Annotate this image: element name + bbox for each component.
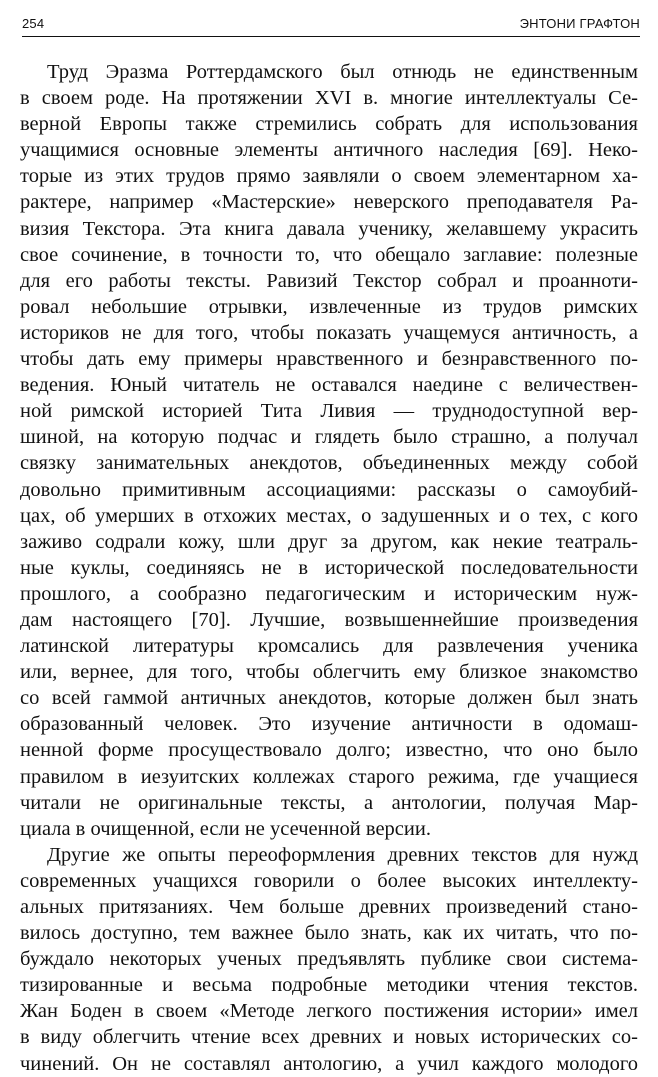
text-line: шиной, на которую подчас и глядеть было страшно, а получал bbox=[20, 426, 638, 449]
text-line: ровал небольшие отрывки, извлеченные из трудов римских bbox=[20, 295, 638, 318]
text-line: свое сочинение, в точности то, что обещало заглавие: полезные bbox=[20, 243, 638, 266]
text-line: ные куклы, соединяясь не в исторической последовательности bbox=[20, 556, 638, 579]
text-line: буждало некоторых ученых предъявлять публике свои система- bbox=[20, 948, 638, 971]
text-line: учащимися основные элементы античного наследия [69]. Неко- bbox=[20, 139, 638, 162]
body-text bbox=[20, 59, 638, 1077]
text-line: в своем роде. На протяжении XVI в. многие интеллектуалы Се- bbox=[20, 87, 638, 110]
text-line: со всей гаммой античных анекдотов, которые должен был знать bbox=[20, 687, 638, 710]
text-line: связку занимательных анекдотов, объединенных между собой bbox=[20, 452, 638, 475]
text-line: чтобы дать ему примеры нравственного и безнравственного по- bbox=[20, 348, 638, 371]
text-line: правилом в иезуитских коллежах старого режима, где учащиеся bbox=[20, 765, 638, 788]
text-line: заживо содрали кожу, шли друг за другом, как некие театраль- bbox=[20, 530, 638, 553]
text-line: для его работы тексты. Равизий Текстор собрал и проанноти- bbox=[20, 269, 638, 292]
text-line: тизированные и весьма подробные методики чтения текстов. bbox=[20, 974, 638, 997]
text-line: альных притязаниях. Чем больше древних произведений стано- bbox=[20, 896, 638, 918]
text-line: верной Европы также стремились собрать для использования bbox=[20, 113, 638, 136]
page-header bbox=[22, 10, 640, 37]
text-line: циала в очищенной, если не усеченной версии. bbox=[20, 817, 431, 840]
text-line: рактере, например «Мастерские» неверского преподавателя Ра- bbox=[20, 191, 638, 214]
text-line: ной римской историей Тита Ливия — труднодоступной вер- bbox=[20, 400, 638, 423]
text-line: цах, об умерших в отхожих местах, о задушенных и о тех, с кого bbox=[20, 504, 638, 527]
text-line: вилось доступно, тем важнее было знать, как их читать, что по- bbox=[20, 922, 638, 945]
text-line: ведения. Юный читатель не оставался наедине с величествен- bbox=[20, 374, 638, 397]
text-line: историков не для того, чтобы показать учащемуся античность, а bbox=[20, 321, 638, 344]
text-line: ненной форме просуществовало долго; известно, что оно было bbox=[20, 739, 638, 762]
text-line: современных учащихся говорили о более высоких интеллекту- bbox=[20, 869, 638, 892]
text-line: Другие же опыты переоформления древних текстов для нужд bbox=[47, 843, 638, 866]
text-line: чинений. Он не составлял антологию, а учил каждого молодого bbox=[20, 1052, 638, 1075]
text-line: Жан Боден в своем «Методе легкого постижения истории» имел bbox=[20, 1000, 638, 1023]
text-line: образованный человек. Это изучение античности в одомаш- bbox=[20, 713, 638, 736]
text-line: Труд Эразма Роттердамского был отнюдь не единственным bbox=[47, 61, 638, 83]
text-line: или, вернее, для того, чтобы облегчить ему близкое знакомство bbox=[20, 661, 638, 684]
text-line: дам настоящего [70]. Лучшие, возвышеннейшие произведения bbox=[20, 608, 638, 631]
page-number: 254 bbox=[22, 16, 45, 31]
text-line: визия Текстора. Эта книга давала ученику, желавшему украсить bbox=[20, 217, 638, 240]
text-line: читали не оригинальные тексты, а антологии, получая Мар- bbox=[20, 791, 638, 814]
text-line: латинской литературы кромсались для развлечения ученика bbox=[20, 635, 638, 658]
text-line: довольно примитивным ассоциациями: рассказы о самоубий- bbox=[20, 478, 638, 501]
running-title: ЭНТОНИ ГРАФТОН bbox=[519, 16, 640, 31]
text-line: в виду облегчить чтение всех древних и новых исторических со- bbox=[20, 1026, 638, 1049]
text-line: прошлого, а сообразно педагогическим и историческим нуж- bbox=[20, 582, 638, 605]
text-line: торые из этих трудов прямо заявляли о своем элементарном ха- bbox=[20, 165, 638, 188]
